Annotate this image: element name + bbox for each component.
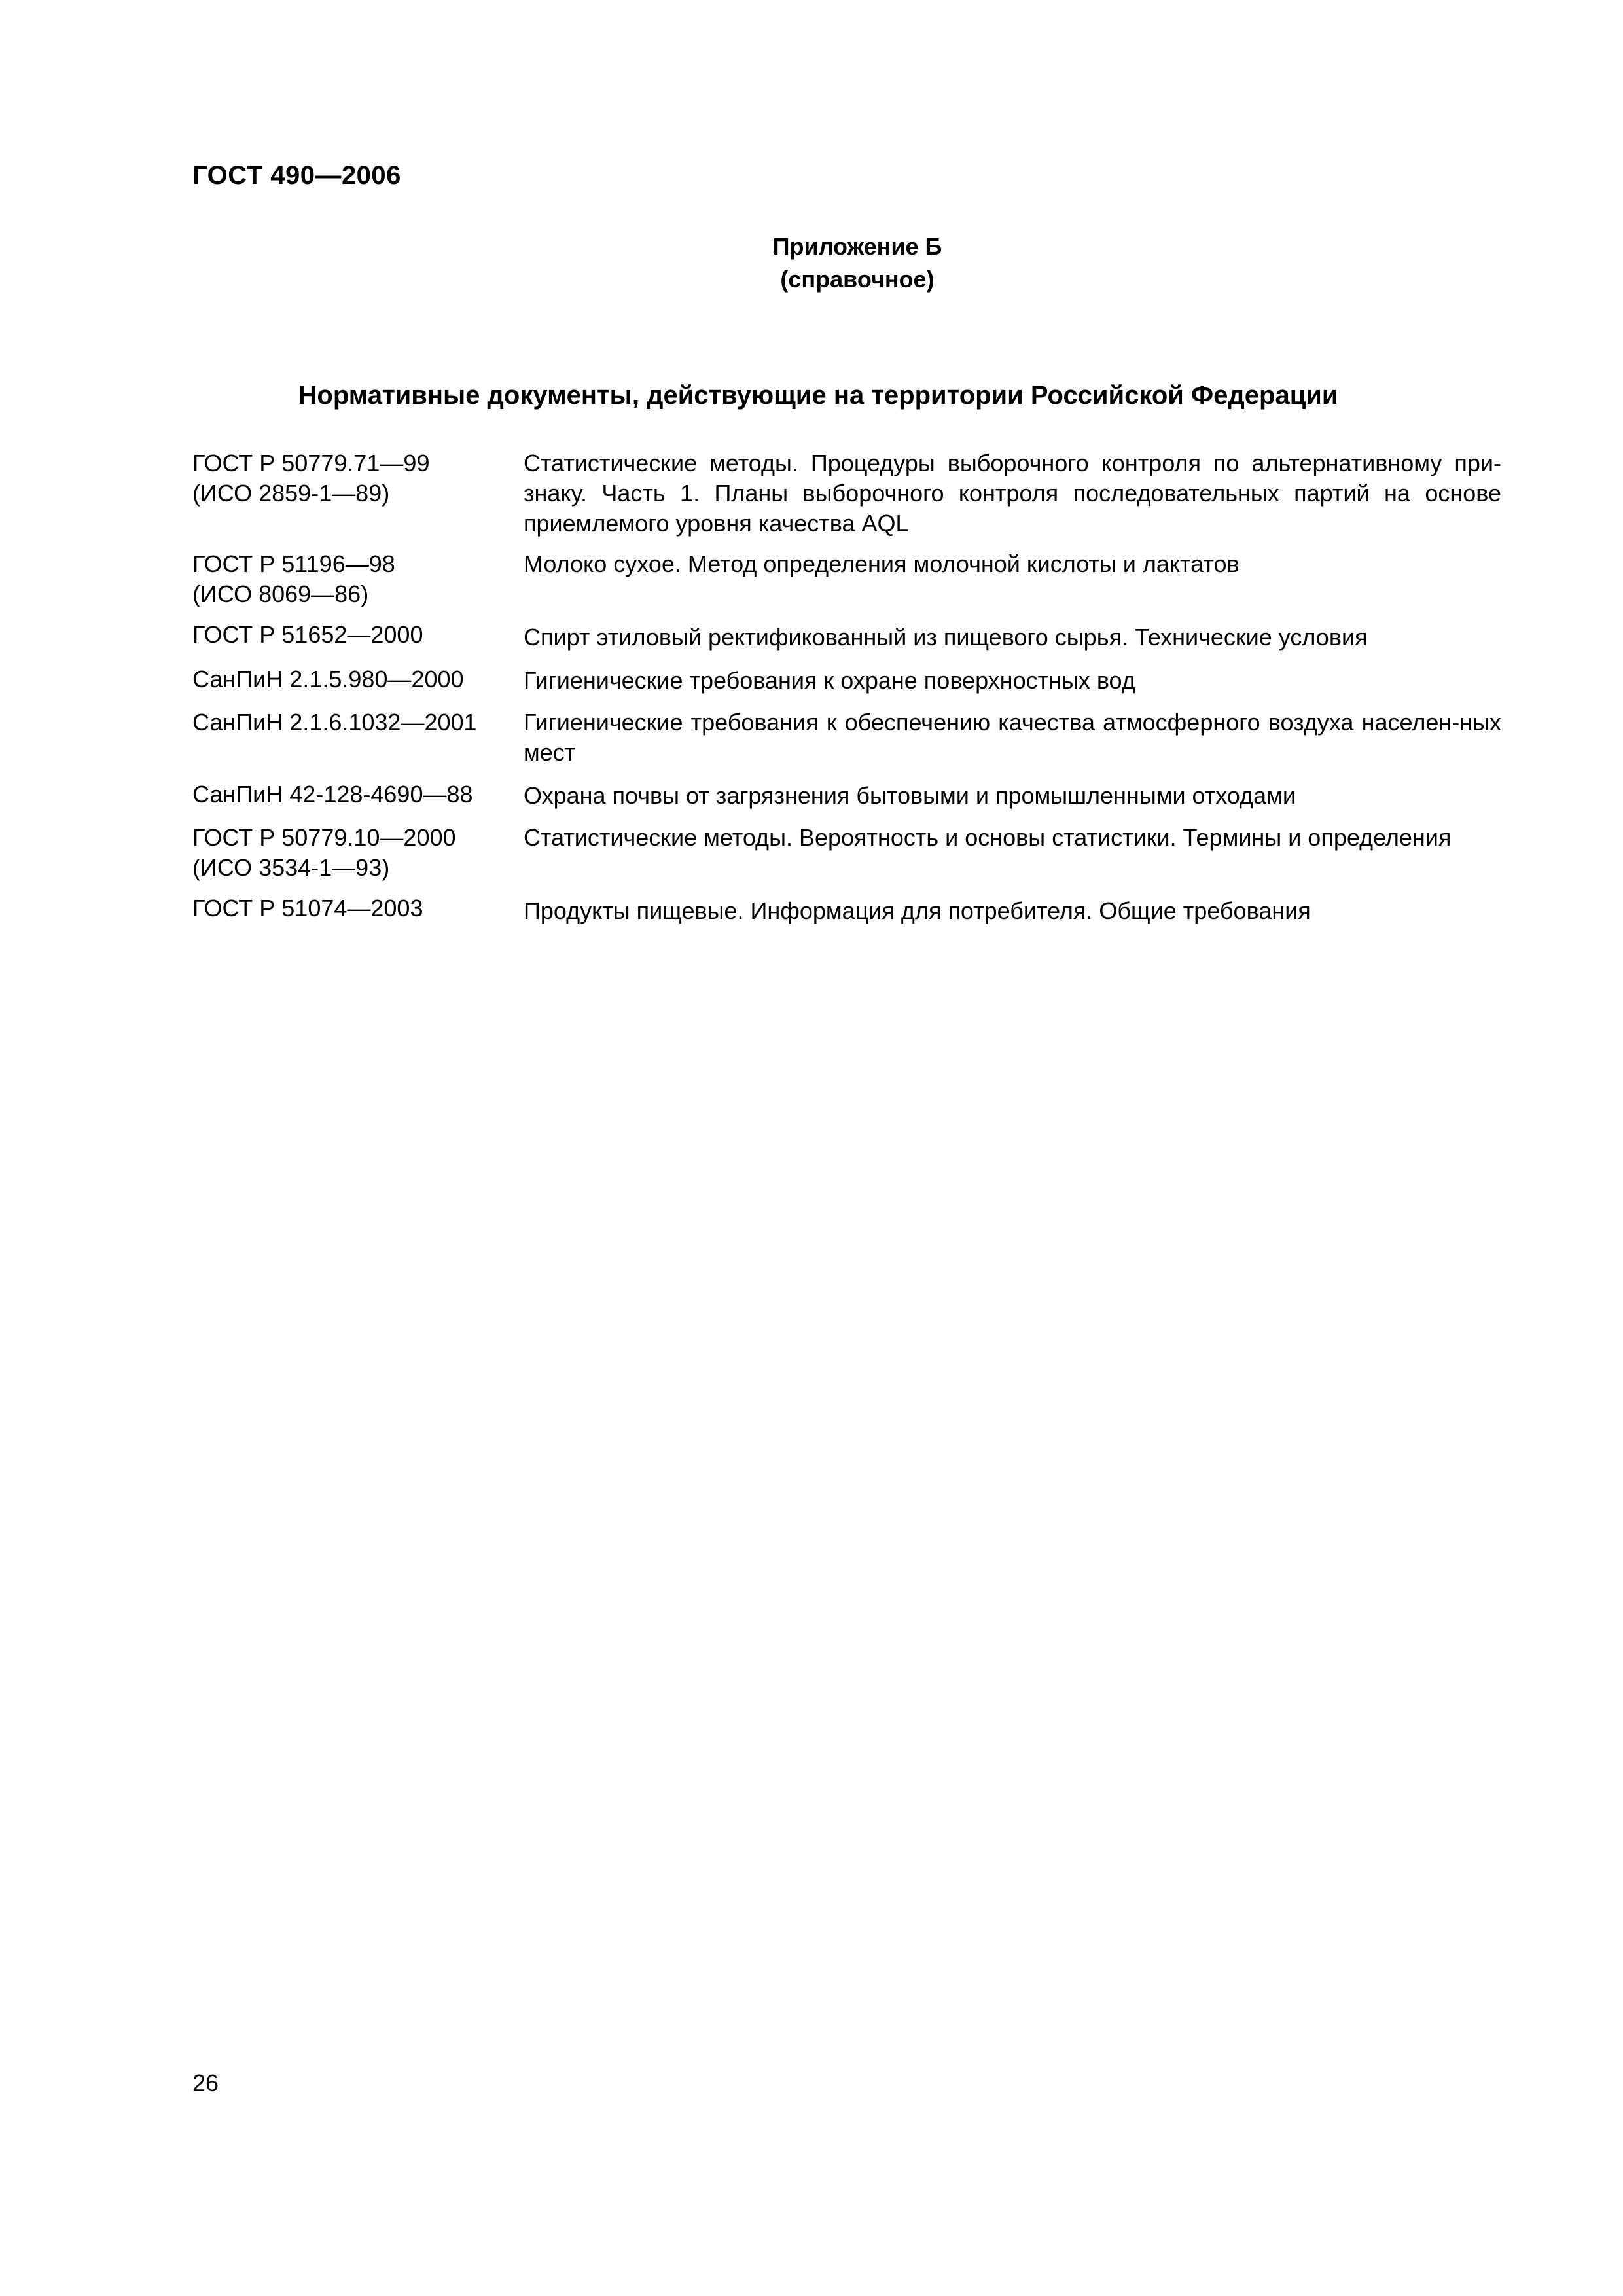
reference-code <box>192 448 524 509</box>
reference-title: Гигиенические требования к охране поверхностных вод <box>524 667 1135 694</box>
reference-list <box>192 448 1501 938</box>
appendix-label: Приложение Б <box>772 233 942 260</box>
reference-row <box>192 664 1501 696</box>
reference-row <box>192 448 1501 539</box>
reference-title: Молоко сухое. Метод определения молочной кислоты и лактатов <box>524 550 1240 577</box>
reference-code <box>192 664 524 694</box>
reference-code-primary: ГОСТ Р 50779.71—99 <box>192 450 430 476</box>
reference-title: Статистические методы. Вероятность и основы статистики. Термины и определения <box>524 824 1452 851</box>
reference-row <box>192 780 1501 811</box>
appendix-heading <box>0 230 1623 296</box>
reference-title: Продукты пищевые. Информация для потребителя. Общие требования <box>524 897 1311 924</box>
reference-code <box>192 893 524 924</box>
reference-code-iso: (ИСО 2859-1—89) <box>192 480 390 507</box>
reference-code <box>192 620 524 650</box>
reference-code-iso: (ИСО 8069—86) <box>192 581 369 607</box>
document-header: ГОСТ 490—2006 <box>192 161 401 190</box>
reference-code-primary: СанПиН 42-128-4690—88 <box>192 781 473 808</box>
section-title <box>0 381 1623 410</box>
page-number: 26 <box>192 2070 219 2096</box>
reference-row <box>192 620 1501 653</box>
reference-title: Охрана почвы от загрязнения бытовыми и промышленными отходами <box>524 782 1296 809</box>
reference-row <box>192 549 1501 609</box>
reference-title: Статистические методы. Процедуры выборочного контроля по альтернативному при-знаку. Часть 1. Планы выборочного контроля последовательных партий на основе приемлемого уровня качества AQL <box>524 450 1501 537</box>
reference-code-iso: (ИСО 3534-1—93) <box>192 854 390 881</box>
reference-code-primary: ГОСТ Р 51196—98 <box>192 550 395 577</box>
reference-code-primary: ГОСТ Р 51074—2003 <box>192 895 423 922</box>
reference-code <box>192 780 524 810</box>
reference-code-primary: ГОСТ Р 51652—2000 <box>192 621 423 648</box>
reference-title: Гигиенические требования к обеспечению качества атмосферного воздуха населен-ных мест <box>524 709 1501 766</box>
reference-code <box>192 823 524 883</box>
reference-code <box>192 549 524 609</box>
reference-code-primary: СанПиН 2.1.6.1032—2001 <box>192 709 477 736</box>
reference-code-primary: ГОСТ Р 50779.10—2000 <box>192 824 456 851</box>
section-title-text: Нормативные документы, действующие на территории Российской Федерации <box>298 381 1338 410</box>
appendix-kind: (справочное) <box>780 266 935 293</box>
reference-title: Спирт этиловый ректификованный из пищевого сырья. Технические условия <box>524 624 1368 651</box>
reference-code <box>192 708 524 738</box>
reference-code-primary: СанПиН 2.1.5.980—2000 <box>192 666 464 692</box>
reference-row <box>192 708 1501 768</box>
reference-row <box>192 893 1501 926</box>
reference-row <box>192 823 1501 883</box>
